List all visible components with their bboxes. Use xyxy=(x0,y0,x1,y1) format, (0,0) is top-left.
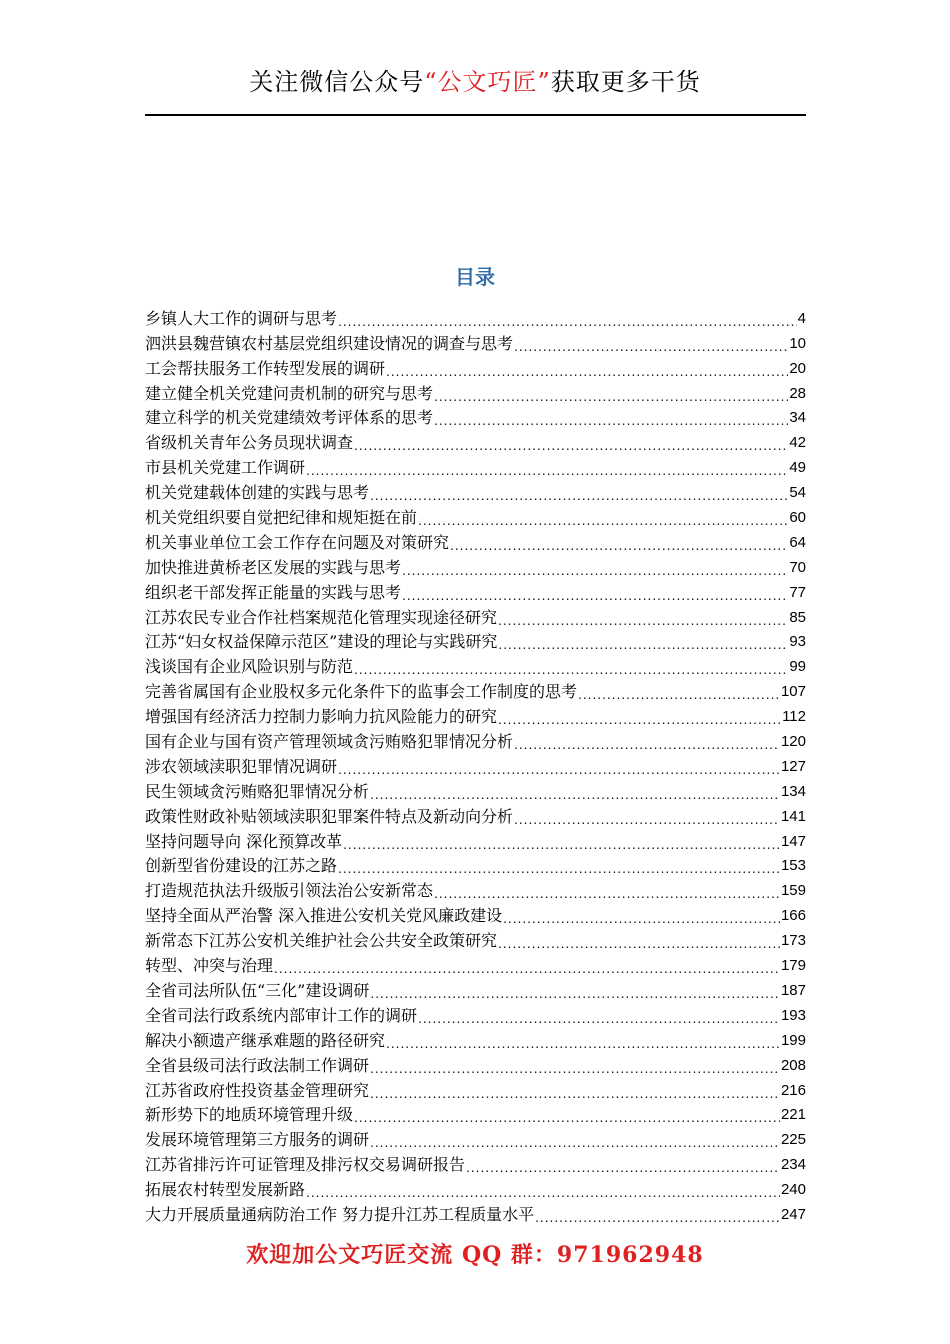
toc-entry-page: 49 xyxy=(789,459,806,477)
toc-entry-title: 泗洪县魏营镇农村基层党组织建设情况的调查与思考 xyxy=(145,333,514,353)
toc-entry[interactable] xyxy=(145,727,806,752)
toc-entry-page: 93 xyxy=(789,633,806,651)
toc-dot-leader xyxy=(466,1161,780,1175)
toc-entry-page: 54 xyxy=(789,484,806,502)
toc-entry[interactable] xyxy=(145,503,806,528)
toc-entry-title: 新形势下的地质环境管理升级 xyxy=(145,1105,354,1125)
toc-dot-leader xyxy=(434,390,788,404)
toc-dot-leader xyxy=(498,638,788,652)
toc-entry-page: 4 xyxy=(797,309,806,327)
toc-entry-page: 159 xyxy=(780,882,806,900)
toc-entry[interactable] xyxy=(145,951,806,976)
toc-entry-title: 机关党建载体创建的实践与思考 xyxy=(145,483,370,503)
toc-dot-leader xyxy=(503,912,780,926)
toc-dot-leader xyxy=(354,439,788,453)
toc-entry-page: 240 xyxy=(780,1181,806,1199)
header-divider xyxy=(145,114,806,116)
toc-entry[interactable] xyxy=(145,802,806,827)
toc-entry[interactable] xyxy=(145,777,806,802)
toc-entry-title: 全省司法行政系统内部审计工作的调研 xyxy=(145,1005,418,1025)
toc-entry-title: 涉农领域渎职犯罪情况调研 xyxy=(145,756,338,776)
toc-title: 目录 xyxy=(455,265,495,289)
toc-entry-page: 42 xyxy=(789,434,806,452)
toc-entry[interactable] xyxy=(145,628,806,653)
toc-entry[interactable] xyxy=(145,852,806,877)
toc-dot-leader xyxy=(274,962,780,976)
toc-entry-page: 99 xyxy=(789,658,806,676)
toc-dot-leader xyxy=(370,987,780,1001)
toc-dot-leader xyxy=(402,564,788,578)
toc-entry-title: 浅谈国有企业风险识别与防范 xyxy=(145,657,354,677)
toc-dot-leader xyxy=(386,365,788,379)
toc-entry-page: 179 xyxy=(780,957,806,975)
toc-entry[interactable] xyxy=(145,901,806,926)
toc-entry[interactable] xyxy=(145,677,806,702)
toc-entry-page: 147 xyxy=(780,832,806,850)
table-of-contents xyxy=(145,304,806,1225)
toc-entry[interactable] xyxy=(145,404,806,429)
toc-entry-title: 全省司法所队伍“三化”建设调研 xyxy=(145,980,370,1000)
toc-entry-title: 完善省属国有企业股权多元化条件下的监事会工作制度的思考 xyxy=(145,682,578,702)
toc-entry[interactable] xyxy=(145,1076,806,1101)
toc-entry-page: 216 xyxy=(780,1081,806,1099)
toc-dot-leader xyxy=(370,1062,780,1076)
toc-entry-title: 增强国有经济活力控制力影响力抗风险能力的研究 xyxy=(145,707,498,727)
toc-entry[interactable] xyxy=(145,578,806,603)
toc-entry-page: 127 xyxy=(780,757,806,775)
toc-entry-title: 江苏农民专业合作社档案规范化管理实现途径研究 xyxy=(145,607,498,627)
toc-entry-page: 173 xyxy=(780,932,806,950)
toc-entry-title: 建立科学的机关党建绩效考评体系的思考 xyxy=(145,408,434,428)
toc-entry[interactable] xyxy=(145,1026,806,1051)
toc-entry-page: 77 xyxy=(789,583,806,601)
toc-entry-page: 166 xyxy=(780,907,806,925)
toc-entry-title: 发展环境管理第三方服务的调研 xyxy=(145,1130,370,1150)
toc-entry[interactable] xyxy=(145,354,806,379)
toc-dot-leader xyxy=(338,763,780,777)
toc-entry-page: 70 xyxy=(789,558,806,576)
toc-dot-leader xyxy=(514,738,780,752)
toc-dot-leader xyxy=(370,1087,780,1101)
toc-entry-page: 64 xyxy=(789,533,806,551)
toc-entry[interactable] xyxy=(145,1051,806,1076)
header-accent: “公文巧匠” xyxy=(424,68,551,96)
toc-entry-title: 乡镇人大工作的调研与思考 xyxy=(145,308,338,328)
toc-dot-leader xyxy=(338,862,780,876)
toc-dot-leader xyxy=(370,788,780,802)
page-header xyxy=(0,62,950,97)
toc-entry[interactable] xyxy=(145,652,806,677)
toc-entry-title: 解决小额遗产继承难题的路径研究 xyxy=(145,1030,386,1050)
toc-entry[interactable] xyxy=(145,1200,806,1225)
toc-entry-title: 坚持全面从严治警 深入推进公安机关党风廉政建设 xyxy=(145,906,503,926)
toc-entry-title: 江苏省排污许可证管理及排污权交易调研报告 xyxy=(145,1155,466,1175)
toc-dot-leader xyxy=(498,937,780,951)
toc-entry[interactable] xyxy=(145,304,806,329)
toc-dot-leader xyxy=(370,489,788,503)
toc-entry-page: 193 xyxy=(780,1006,806,1024)
toc-entry-title: 民生领域贪污贿赂犯罪情况分析 xyxy=(145,781,370,801)
toc-entry[interactable] xyxy=(145,1001,806,1026)
toc-entry-title: 组织老干部发挥正能量的实践与思考 xyxy=(145,582,402,602)
toc-entry[interactable] xyxy=(145,1150,806,1175)
toc-entry-page: 221 xyxy=(780,1106,806,1124)
toc-entry-title: 国有企业与国有资产管理领域贪污贿赂犯罪情况分析 xyxy=(145,732,514,752)
toc-entry-title: 坚持问题导向 深化预算改革 xyxy=(145,831,343,851)
header-suffix: 获取更多干货 xyxy=(550,68,701,96)
toc-entry-title: 江苏“妇女权益保障示范区”建设的理论与实践研究 xyxy=(145,632,498,652)
toc-entry-title: 打造规范执法升级版引领法治公安新常态 xyxy=(145,881,434,901)
toc-entry[interactable] xyxy=(145,478,806,503)
toc-entry-page: 112 xyxy=(782,708,806,726)
toc-dot-leader xyxy=(498,614,788,628)
toc-entry[interactable] xyxy=(145,1101,806,1126)
toc-dot-leader xyxy=(354,663,788,677)
toc-dot-leader xyxy=(354,1111,780,1125)
toc-entry-page: 199 xyxy=(780,1031,806,1049)
toc-entry-title: 市县机关党建工作调研 xyxy=(145,458,306,478)
toc-dot-leader xyxy=(402,589,788,603)
toc-entry-title: 加快推进黄桥老区发展的实践与思考 xyxy=(145,557,402,577)
toc-entry-page: 28 xyxy=(789,384,806,402)
toc-entry-page: 141 xyxy=(780,807,806,825)
toc-dot-leader xyxy=(535,1211,780,1225)
toc-entry-title: 机关党组织要自觉把纪律和规矩挺在前 xyxy=(145,508,418,528)
toc-entry-page: 153 xyxy=(780,857,806,875)
toc-entry[interactable] xyxy=(145,827,806,852)
toc-entry-page: 85 xyxy=(789,608,806,626)
toc-entry-page: 208 xyxy=(780,1056,806,1074)
header-prefix: 关注微信公众号 xyxy=(249,68,425,96)
toc-dot-leader xyxy=(418,1012,780,1026)
toc-entry[interactable] xyxy=(145,1175,806,1200)
toc-dot-leader xyxy=(418,514,788,528)
toc-dot-leader xyxy=(434,414,788,428)
toc-dot-leader xyxy=(338,315,797,329)
toc-entry-page: 60 xyxy=(789,509,806,527)
toc-dot-leader xyxy=(370,1136,780,1150)
toc-dot-leader xyxy=(498,713,781,727)
toc-entry-title: 全省县级司法行政法制工作调研 xyxy=(145,1055,370,1075)
toc-dot-leader xyxy=(343,838,780,852)
toc-dot-leader xyxy=(386,1037,780,1051)
toc-entry-title: 机关事业单位工会工作存在问题及对策研究 xyxy=(145,532,450,552)
toc-entry[interactable] xyxy=(145,752,806,777)
toc-entry[interactable] xyxy=(145,1125,806,1150)
toc-dot-leader xyxy=(306,1186,780,1200)
toc-entry-title: 转型、冲突与治理 xyxy=(145,956,274,976)
toc-entry-page: 247 xyxy=(780,1205,806,1223)
toc-entry[interactable] xyxy=(145,453,806,478)
toc-dot-leader xyxy=(434,887,780,901)
toc-entry-page: 34 xyxy=(789,409,806,427)
toc-dot-leader xyxy=(514,340,788,354)
toc-entry[interactable] xyxy=(145,603,806,628)
toc-dot-leader xyxy=(514,813,780,827)
footer-note: 欢迎加公文巧匠交流 QQ 群：971962948 xyxy=(246,1242,704,1268)
toc-entry[interactable] xyxy=(145,553,806,578)
toc-entry[interactable] xyxy=(145,428,806,453)
toc-entry-title: 创新型省份建设的江苏之路 xyxy=(145,856,338,876)
toc-entry-page: 20 xyxy=(789,359,806,377)
toc-entry-page: 134 xyxy=(780,782,806,800)
toc-entry-title: 新常态下江苏公安机关维护社会公共安全政策研究 xyxy=(145,931,498,951)
toc-entry-page: 225 xyxy=(780,1131,806,1149)
toc-dot-leader xyxy=(578,688,780,702)
toc-entry-page: 187 xyxy=(780,981,806,999)
toc-entry[interactable] xyxy=(145,876,806,901)
toc-entry-title: 江苏省政府性投资基金管理研究 xyxy=(145,1080,370,1100)
toc-entry-page: 107 xyxy=(780,683,806,701)
toc-entry[interactable] xyxy=(145,379,806,404)
toc-entry-title: 政策性财政补贴领域渎职犯罪案件特点及新动向分析 xyxy=(145,806,514,826)
toc-entry-title: 建立健全机关党建问责机制的研究与思考 xyxy=(145,383,434,403)
toc-entry-title: 省级机关青年公务员现状调查 xyxy=(145,433,354,453)
toc-dot-leader xyxy=(306,464,788,478)
toc-entry-title: 拓展农村转型发展新路 xyxy=(145,1180,306,1200)
toc-entry[interactable] xyxy=(145,528,806,553)
toc-entry[interactable] xyxy=(145,329,806,354)
toc-entry[interactable] xyxy=(145,976,806,1001)
toc-entry-page: 10 xyxy=(789,334,806,352)
toc-entry[interactable] xyxy=(145,702,806,727)
toc-entry-title: 大力开展质量通病防治工作 努力提升江苏工程质量水平 xyxy=(145,1204,535,1224)
toc-entry-page: 120 xyxy=(780,733,806,751)
toc-entry-title: 工会帮扶服务工作转型发展的调研 xyxy=(145,358,386,378)
toc-dot-leader xyxy=(450,539,788,553)
toc-entry[interactable] xyxy=(145,926,806,951)
toc-entry-page: 234 xyxy=(780,1156,806,1174)
